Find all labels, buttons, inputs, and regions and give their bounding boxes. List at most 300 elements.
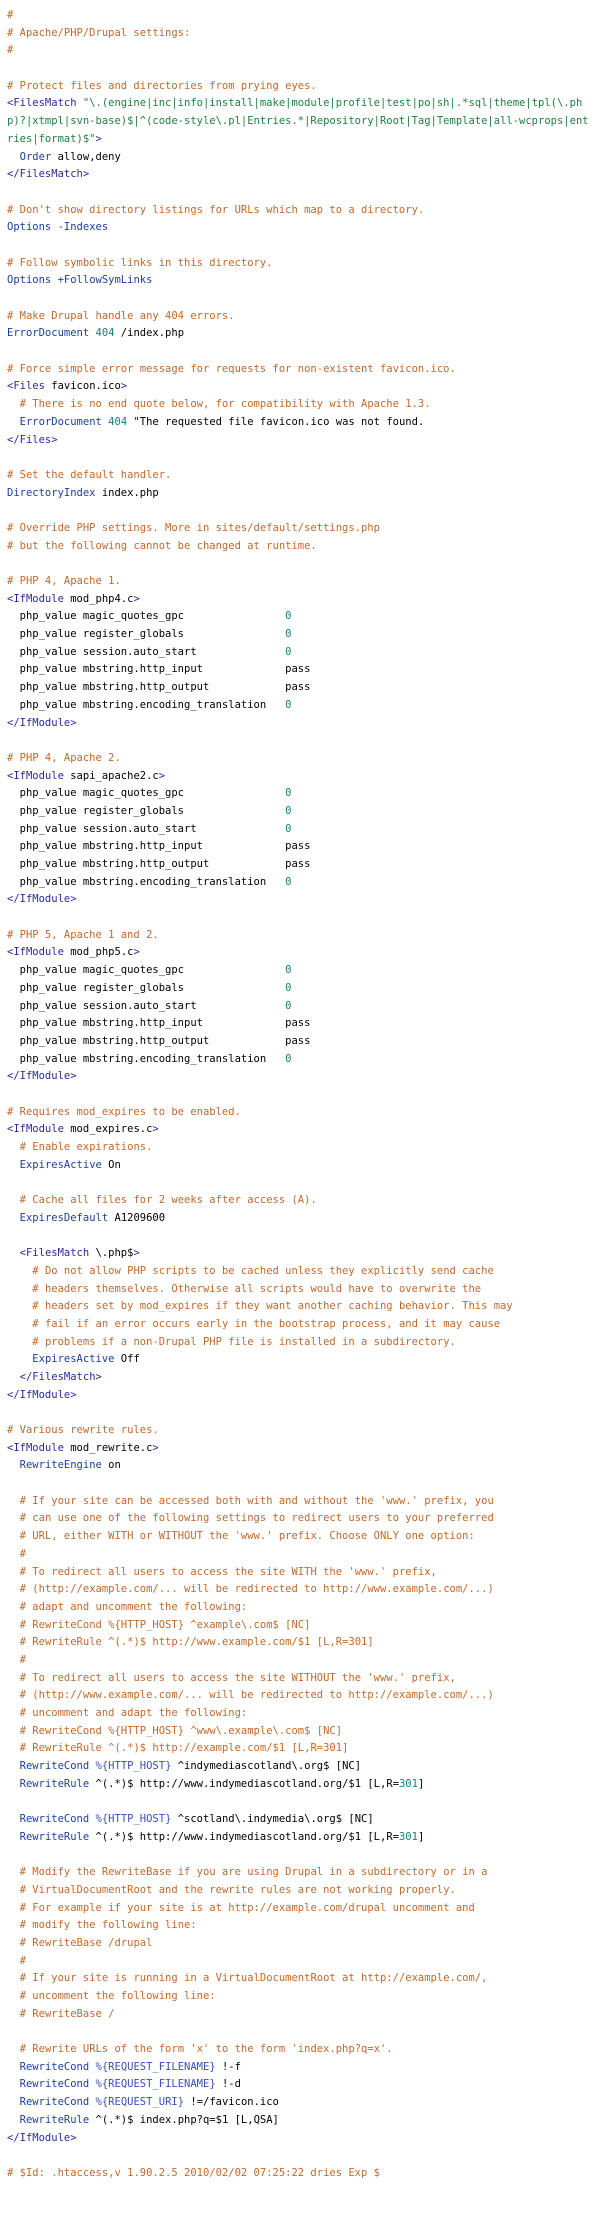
code-line [7, 1157, 600, 1175]
number-token: 0 [285, 981, 292, 994]
plain-text: php_value mbstring.http_output pass [7, 858, 311, 871]
plain-text [7, 1866, 20, 1878]
directive-token: RewriteRule [19, 1777, 90, 1790]
code-line [7, 2130, 600, 2148]
code-line [7, 1174, 600, 1192]
plain-text: !-f [215, 2060, 241, 2073]
plain-text [7, 1636, 20, 1648]
plain-text: ^(.*)$ index.php?q=$1 [L,QSA] [89, 2113, 279, 2126]
code-line [7, 343, 600, 361]
plain-text: php_value mbstring.http_input pass [7, 840, 311, 853]
code-line [7, 1864, 600, 1882]
code-line [7, 42, 600, 60]
plain-text [7, 398, 20, 410]
directive-token: Order [19, 150, 52, 163]
plain-text [7, 1937, 20, 1949]
number-token: 0 [285, 698, 292, 711]
tag-token: </FilesMatch> [19, 1370, 102, 1383]
comment-text: # (http://example.com/... will be redirected to http://www.example.com/...) [19, 1583, 494, 1596]
tag-token: > [152, 1441, 159, 1454]
comment-text: # Apache/PHP/Drupal settings: [7, 26, 191, 39]
plain-text [7, 1512, 20, 1524]
plain-text [7, 1265, 32, 1277]
code-line [7, 78, 600, 96]
comment-text: # uncomment the following line: [19, 1990, 216, 2003]
code-line [7, 1033, 600, 1051]
code-line [7, 803, 600, 821]
number-token: 301 [398, 1777, 418, 1790]
directive-token: +FollowSymLinks [57, 274, 153, 287]
comment-text: # VirtualDocumentRoot and the rewrite rules are not working properly. [19, 1883, 456, 1896]
plain-text: Off [114, 1353, 140, 1366]
plain-text [7, 1583, 20, 1595]
code-line [7, 962, 600, 980]
plain-text [7, 1141, 20, 1153]
code-line [7, 1988, 600, 2006]
plain-text [7, 2043, 20, 2055]
tag-token: <IfModule [7, 1441, 64, 1454]
code-line [7, 60, 600, 78]
tag-token: <IfModule [7, 769, 64, 782]
variable-token: %{HTTP_HOST} [95, 1760, 172, 1773]
code-line [7, 856, 600, 874]
code-line [7, 1705, 600, 1723]
code-line [7, 1617, 600, 1635]
code-line [7, 944, 600, 962]
plain-text [7, 1831, 20, 1843]
code-line [7, 396, 600, 414]
plain-text [7, 1990, 20, 2002]
plain-text [7, 1955, 20, 1967]
tag-token: <Files [7, 380, 45, 393]
code-line [7, 378, 600, 396]
code-line [7, 2059, 600, 2077]
code-line [7, 1422, 600, 1440]
code-line [7, 2094, 600, 2112]
comment-text: # RewriteCond %{HTTP_HOST} ^example\.com$ [NC] [19, 1618, 311, 1631]
number-token: 0 [285, 1052, 292, 1065]
tag-token: </IfModule> [7, 716, 77, 729]
plain-text [7, 1353, 32, 1365]
plain-text [7, 1548, 20, 1560]
plain-text: php_value session.auto_start [7, 645, 286, 658]
directive-token: RewriteRule [19, 2113, 90, 2126]
code-line [7, 485, 600, 503]
plain-text [7, 151, 20, 163]
plain-text: !=/favicon.ico [184, 2096, 279, 2109]
tag-token: > [120, 380, 128, 393]
directive-token: ErrorDocument [7, 327, 90, 340]
code-line [7, 1387, 600, 1405]
comment-text: # Force simple error message for requests for non-existent favicon.ico. [7, 362, 456, 375]
code-line [7, 1281, 600, 1299]
plain-text [7, 2096, 20, 2108]
code-line [7, 1121, 600, 1139]
plain-text: php_value mbstring.encoding_translation [7, 698, 286, 711]
code-line [7, 1811, 600, 1829]
plain-text: mod_expires.c [63, 1123, 153, 1136]
comment-text: # Rewrite URLs of the form 'x' to the form 'index.php?q=x'. [19, 2043, 393, 2056]
code-line [7, 998, 600, 1016]
code-line [7, 1847, 600, 1865]
code-line [7, 25, 600, 43]
code-line [7, 1970, 600, 1988]
code-line [7, 290, 600, 308]
tag-token: > [133, 592, 140, 605]
plain-text [7, 1813, 20, 1825]
number-token: 0 [285, 822, 292, 835]
directive-token: DirectoryIndex [7, 486, 96, 499]
plain-text [7, 1318, 32, 1330]
comment-text: # [7, 44, 14, 57]
plain-text [7, 1619, 20, 1631]
plain-text: index.php [95, 486, 159, 499]
comment-text: # headers themselves. Otherwise all scripts would have to overwrite the [32, 1282, 482, 1295]
code-line [7, 626, 600, 644]
code-line [7, 2006, 600, 2024]
code-line [7, 1298, 600, 1316]
comment-text: # RewriteRule ^(.*)$ http://www.example.com/$1 [L,R=301] [19, 1636, 374, 1649]
code-line [7, 768, 600, 786]
directive-token: RewriteCond [19, 2060, 90, 2073]
directive-token: RewriteCond [19, 2096, 90, 2109]
code-line [7, 1935, 600, 1953]
plain-text: /index.php [114, 327, 185, 340]
plain-text [7, 1902, 20, 1914]
comment-text: # If your site is running in a VirtualDocumentRoot at http://example.com/, [19, 1972, 488, 1985]
comment-text: # (http://www.example.com/... will be redirected to http://example.com/...) [19, 1689, 494, 1702]
comment-text: # PHP 4, Apache 1. [7, 575, 121, 588]
plain-text: On [101, 1158, 121, 1171]
code-line [7, 538, 600, 556]
plain-text [7, 1459, 20, 1471]
tag-token: </FilesMatch> [7, 168, 90, 181]
code-line [7, 1900, 600, 1918]
code-line [7, 2023, 600, 2041]
directive-token: -Indexes [57, 221, 109, 234]
plain-text [7, 1654, 20, 1666]
number-token: 0 [285, 875, 292, 888]
comment-text: # headers set by mod_expires if they want another caching behavior. This may [32, 1300, 513, 1313]
plain-text: php_value session.auto_start [7, 822, 286, 835]
code-line [7, 432, 600, 450]
plain-text: php_value register_globals [7, 981, 286, 994]
plain-text [7, 416, 20, 428]
directive-token: RewriteEngine [19, 1459, 102, 1472]
code-line [7, 821, 600, 839]
directive-token: ExpiresActive [19, 1158, 102, 1171]
comment-text: # If your site can be accessed both with and without the 'www.' prefix, you [19, 1494, 494, 1507]
comment-text: # [19, 1954, 26, 1967]
plain-text: ^scotland\.indymedia\.org$ [NC] [171, 1813, 374, 1826]
plain-text: ] [417, 1830, 425, 1843]
code-line [7, 1068, 600, 1086]
pattern-token: "\.(engine|inc|info|install|make|module|profile|test|po|sh|.*sql|theme|tpl(\.php)?|xtmpl|svn-base)$|^(code-style\.pl|Entries.*|Repository|Root|Tag|Template|all-wcprops|entries|format)$" [7, 97, 589, 145]
comment-text: # Override PHP settings. More in sites/default/settings.php [7, 521, 380, 534]
code-line [7, 555, 600, 573]
variable-token: %{REQUEST_URI} [95, 2096, 185, 2109]
directive-token: ExpiresActive [32, 1353, 115, 1366]
plain-text [7, 1530, 20, 1542]
plain-text [7, 2061, 20, 2073]
plain-text: php_value register_globals [7, 804, 286, 817]
code-line [7, 1139, 600, 1157]
code-line [7, 909, 600, 927]
comment-text: # but the following cannot be changed at runtime. [7, 539, 317, 552]
comment-text: # can use one of the following settings to redirect users to your preferred [19, 1512, 494, 1525]
code-line [7, 1051, 600, 1069]
code-line [7, 927, 600, 945]
directive-token: Options [7, 274, 52, 287]
comment-text: # Modify the RewriteBase if you are using Drupal in a subdirectory or in a [19, 1866, 488, 1879]
plain-text [7, 2114, 20, 2126]
code-line [7, 750, 600, 768]
comment-text: # PHP 5, Apache 1 and 2. [7, 928, 159, 941]
code-line [7, 219, 600, 237]
code-line [7, 1528, 600, 1546]
comment-text: # RewriteCond %{HTTP_HOST} ^www\.example\.com$ [NC] [19, 1724, 343, 1737]
plain-text: mod_php5.c [63, 946, 134, 959]
code-line [7, 1599, 600, 1617]
code-line [7, 1740, 600, 1758]
code-line [7, 1758, 600, 1776]
plain-text: A1209600 [108, 1211, 166, 1224]
tag-token: </IfModule> [7, 2131, 77, 2144]
code-line [7, 414, 600, 432]
code-line [7, 1581, 600, 1599]
code-line [7, 1210, 600, 1228]
plain-text [7, 1742, 20, 1754]
comment-text: # Make Drupal handle any 404 errors. [7, 309, 235, 322]
code-line [7, 1245, 600, 1263]
code-line [7, 1670, 600, 1688]
comment-text: # There is no end quote below, for compatibility with Apache 1.3. [19, 398, 431, 411]
plain-text [7, 1283, 32, 1295]
comment-text: # Cache all files for 2 weeks after access (A). [19, 1194, 317, 1207]
plain-text [7, 2078, 20, 2090]
variable-token: %{REQUEST_FILENAME} [95, 2060, 216, 2073]
code-line [7, 184, 600, 202]
plain-text [7, 1707, 20, 1719]
directive-token: RewriteCond [19, 1760, 90, 1773]
plain-text [7, 1689, 20, 1701]
directive-token: RewriteCond [19, 1813, 90, 1826]
plain-text: \.php$ [89, 1247, 134, 1260]
plain-text [7, 1371, 20, 1383]
code-line [7, 1086, 600, 1104]
code-line [7, 149, 600, 167]
plain-text: favicon.ico [44, 380, 121, 393]
code-line [7, 202, 600, 220]
comment-text: # Don't show directory listings for URLs which map to a directory. [7, 203, 425, 216]
comment-text: # Do not allow PHP scripts to be cached unless they explicitly send cache [32, 1264, 494, 1277]
code-line [7, 1015, 600, 1033]
code-line [7, 1652, 600, 1670]
code-line [7, 1263, 600, 1281]
plain-text: php_value mbstring.http_input pass [7, 663, 311, 676]
plain-text [7, 1300, 32, 1312]
directive-token: ExpiresDefault [19, 1211, 109, 1224]
code-line [7, 2041, 600, 2059]
code-line [7, 1457, 600, 1475]
code-line [7, 874, 600, 892]
code-line [7, 502, 600, 520]
comment-text: # RewriteBase /drupal [19, 1936, 153, 1949]
number-token: 404 [108, 415, 128, 428]
tag-token: <IfModule [7, 592, 64, 605]
directive-token: Options [7, 221, 52, 234]
code-line [7, 2165, 600, 2183]
code-line [7, 591, 600, 609]
directive-token: ErrorDocument [19, 415, 102, 428]
code-line [7, 1475, 600, 1493]
comment-text: # RewriteRule ^(.*)$ http://example.com/$1 [L,R=301] [19, 1742, 349, 1755]
plain-text [7, 1601, 20, 1613]
code-line [7, 325, 600, 343]
code-line [7, 449, 600, 467]
plain-text [7, 1672, 20, 1684]
comment-text: # [7, 9, 14, 21]
code-line [7, 1227, 600, 1245]
comment-text: # Enable expirations. [19, 1141, 153, 1154]
plain-text: ^(.*)$ http://www.indymediascotland.org/$1 [L,R= [89, 1830, 399, 1843]
code-line [7, 520, 600, 538]
code-line [7, 1440, 600, 1458]
plain-text: php_value mbstring.http_output pass [7, 1034, 311, 1047]
tag-token: > [133, 1247, 140, 1260]
plain-text [7, 1972, 20, 1984]
code-line [7, 166, 600, 184]
code-line [7, 644, 600, 662]
plain-text: ] [417, 1777, 425, 1790]
code-line [7, 785, 600, 803]
code-line [7, 237, 600, 255]
comment-text: # URL, either WITH or WITHOUT the 'www.' prefix. Choose ONLY one option: [19, 1530, 475, 1543]
tag-token: <IfModule [7, 1123, 64, 1136]
code-line [7, 308, 600, 326]
tag-token: <FilesMatch [19, 1247, 90, 1260]
code-line [7, 1829, 600, 1847]
plain-text: !-d [215, 2078, 241, 2091]
comment-text: # Protect files and directories from prying eyes. [7, 79, 317, 92]
plain-text: php_value session.auto_start [7, 999, 286, 1012]
plain-text [7, 1760, 20, 1772]
code-line [7, 1493, 600, 1511]
plain-text: on [101, 1459, 121, 1472]
variable-token: %{HTTP_HOST} [95, 1813, 172, 1826]
tag-token: > [158, 769, 166, 782]
code-line [7, 7, 600, 25]
plain-text: ^indymediascotland\.org$ [NC] [171, 1760, 362, 1773]
code-line [7, 573, 600, 591]
tag-token: > [95, 132, 102, 145]
plain-text: php_value register_globals [7, 628, 286, 641]
comment-text: # To redirect all users to access the site WITH the 'www.' prefix, [19, 1565, 437, 1578]
comment-text: # To redirect all users to access the site WITHOUT the 'www.' prefix, [19, 1671, 456, 1684]
tag-token: </IfModule> [7, 1388, 77, 1401]
code-line [7, 361, 600, 379]
code-line [7, 661, 600, 679]
code-line [7, 1546, 600, 1564]
plain-text: php_value magic_quotes_gpc [7, 610, 286, 623]
code-line [7, 679, 600, 697]
plain-text: php_value mbstring.http_input pass [7, 1017, 311, 1030]
directive-token: RewriteCond [19, 2078, 90, 2091]
code-line [7, 1192, 600, 1210]
comment-text: # Follow symbolic links in this directory. [7, 256, 273, 269]
code-line [7, 1510, 600, 1528]
plain-text: mod_rewrite.c [63, 1441, 153, 1454]
tag-token: <FilesMatch [7, 97, 83, 110]
plain-text: "The requested file favicon.ico was not found. [127, 415, 425, 428]
plain-text: sapi_apache2.c [63, 769, 159, 782]
comment-text: # adapt and uncomment the following: [19, 1600, 248, 1613]
comment-text: # Requires mod_expires to be enabled. [7, 1105, 241, 1118]
plain-text: php_value mbstring.encoding_translation [7, 875, 286, 888]
plain-text: allow,deny [51, 150, 121, 163]
comment-text: # modify the following line: [19, 1919, 197, 1932]
number-token: 0 [285, 964, 292, 977]
code-line [7, 2147, 600, 2165]
plain-text [7, 1884, 20, 1896]
tag-token: </Files> [7, 433, 58, 446]
plain-text [7, 1778, 20, 1790]
code-line [7, 255, 600, 273]
tag-token: <IfModule [7, 946, 64, 959]
code-line [7, 2112, 600, 2130]
plain-text: php_value magic_quotes_gpc [7, 787, 286, 800]
comment-text: # RewriteBase / [19, 2007, 115, 2020]
comment-text: # [19, 1547, 26, 1560]
comment-text: # [19, 1653, 26, 1666]
number-token: 0 [285, 628, 292, 641]
variable-token: %{REQUEST_FILENAME} [95, 2078, 216, 2091]
code-line [7, 1404, 600, 1422]
plain-text [7, 1725, 20, 1737]
number-token: 0 [285, 645, 292, 658]
code-line [7, 697, 600, 715]
comment-text: # uncomment and adapt the following: [19, 1707, 248, 1720]
code-line [7, 95, 592, 148]
comment-text: # Set the default handler. [7, 468, 172, 481]
code-line [7, 1953, 600, 1971]
code-line [7, 715, 600, 733]
number-token: 0 [285, 999, 292, 1012]
plain-text [7, 1336, 32, 1348]
plain-text: php_value magic_quotes_gpc [7, 964, 286, 977]
number-token: 301 [398, 1830, 418, 1843]
code-line [7, 1351, 600, 1369]
tag-token: > [152, 1123, 159, 1136]
tag-token: </IfModule> [7, 893, 77, 906]
plain-text [7, 1194, 20, 1206]
number-token: 0 [285, 610, 292, 623]
code-line [7, 732, 600, 750]
code-line [7, 608, 600, 626]
code-line [7, 1687, 600, 1705]
code-line [7, 1917, 600, 1935]
tag-token: </IfModule> [7, 1070, 77, 1083]
plain-text [7, 1247, 20, 1259]
code-line [7, 1882, 600, 1900]
comment-text: # fail if an error occurs early in the bootstrap process, and it may cause [32, 1317, 501, 1330]
code-line [7, 2076, 600, 2094]
plain-text [7, 1212, 20, 1224]
number-token: 0 [285, 804, 292, 817]
number-token: 404 [95, 327, 115, 340]
code-line [7, 980, 600, 998]
plain-text [7, 1919, 20, 1931]
